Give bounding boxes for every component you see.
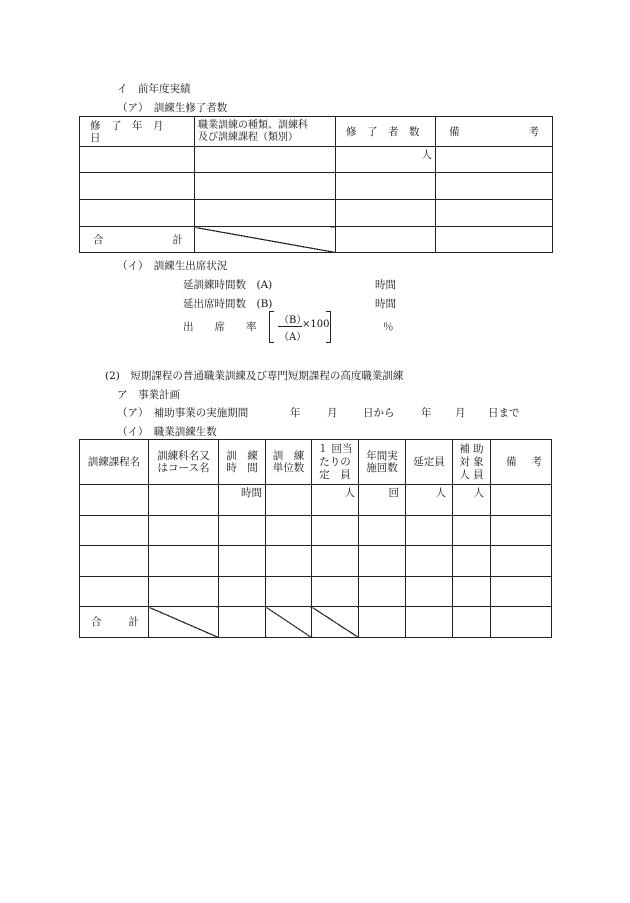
col-total-capacity: 延定員	[406, 440, 453, 485]
unit-person: 人	[473, 487, 484, 499]
col-subject-name: 訓練科名又 はコース名	[149, 440, 219, 485]
total-label: 合 計	[80, 227, 195, 253]
unit-person: 人	[435, 487, 446, 499]
total-training-hours-label: 延訓練時間数 (A)	[183, 279, 273, 291]
section-heading-prev-year: イ 前年度実績	[117, 83, 191, 95]
subheading-business-plan: ア 事業計画	[117, 389, 180, 401]
unit-person: 人	[421, 149, 432, 161]
subheading-trainee-count: （イ） 職業訓練生数	[117, 426, 217, 438]
hours-unit: 時間	[375, 298, 396, 310]
unit-times: 回	[388, 487, 399, 499]
col-completion-date: 修 了 年 月 日	[80, 117, 195, 147]
col-training-type: 職業訓練の種類、訓練科 及び訓練課程（類別）	[195, 117, 336, 147]
hours-unit: 時間	[375, 279, 396, 291]
period-month-2: 月	[455, 407, 466, 419]
total-attendance-hours-label: 延出席時間数 (B)	[183, 298, 273, 310]
completers-table	[79, 116, 553, 253]
col-training-hours: 訓 練 時 間	[219, 440, 266, 485]
period-year-2: 年	[421, 407, 432, 419]
table-row	[80, 147, 553, 173]
col-remarks: 備 考	[436, 117, 553, 147]
unit-person: 人	[344, 487, 355, 499]
total-diagonal-cell	[149, 607, 219, 638]
formula-multiplier: ×100	[302, 319, 330, 330]
total-diagonal-cell	[266, 607, 312, 638]
section-heading-short-course: (2) 短期課程の普通職業訓練及び専門短期課程の高度職業訓練	[105, 370, 404, 382]
fraction-line	[278, 326, 302, 327]
table-row	[80, 516, 552, 546]
col-remarks: 備 考	[491, 440, 552, 485]
period-year-1: 年	[290, 407, 301, 419]
col-subsidized-persons: 補 助 対 象 人 員	[453, 440, 491, 485]
period-day-until: 日まで	[488, 407, 520, 419]
table-row	[80, 485, 552, 516]
unit-hours: 時間	[241, 487, 262, 499]
col-course-name: 訓練課程名	[80, 440, 149, 485]
attendance-rate-label: 出 席 率	[183, 321, 257, 333]
trainee-plan-table	[79, 439, 552, 638]
percent-sign: ％	[383, 321, 394, 333]
col-completer-count: 修 了 者 数	[336, 117, 436, 147]
left-bracket	[269, 311, 274, 343]
table-header-row	[80, 117, 553, 147]
implementation-period-label: （ア） 補助事業の実施期間	[117, 407, 249, 419]
col-capacity-per-session: １ 回当 たりの 定 員	[312, 440, 359, 485]
formula-numerator: （B）	[279, 315, 307, 326]
period-month-1: 月	[327, 407, 338, 419]
period-day-from: 日から	[363, 407, 395, 419]
col-annual-sessions: 年間実 施回数	[359, 440, 406, 485]
col-training-units: 訓 練 単位数	[266, 440, 312, 485]
total-row	[80, 607, 552, 638]
subheading-attendance: （イ） 訓練生出席状況	[117, 260, 228, 272]
table-header-row	[80, 440, 552, 485]
subheading-completers: （ア） 訓練生修了者数	[117, 102, 228, 114]
formula-denominator: （A）	[279, 332, 307, 343]
total-diagonal-cell	[312, 607, 359, 638]
table-row	[80, 577, 552, 607]
total-row	[80, 227, 553, 253]
total-label: 合 計	[80, 607, 149, 638]
total-diagonal-cell	[195, 227, 336, 253]
table-row	[80, 200, 553, 227]
table-row	[80, 173, 553, 200]
table-row	[80, 546, 552, 577]
